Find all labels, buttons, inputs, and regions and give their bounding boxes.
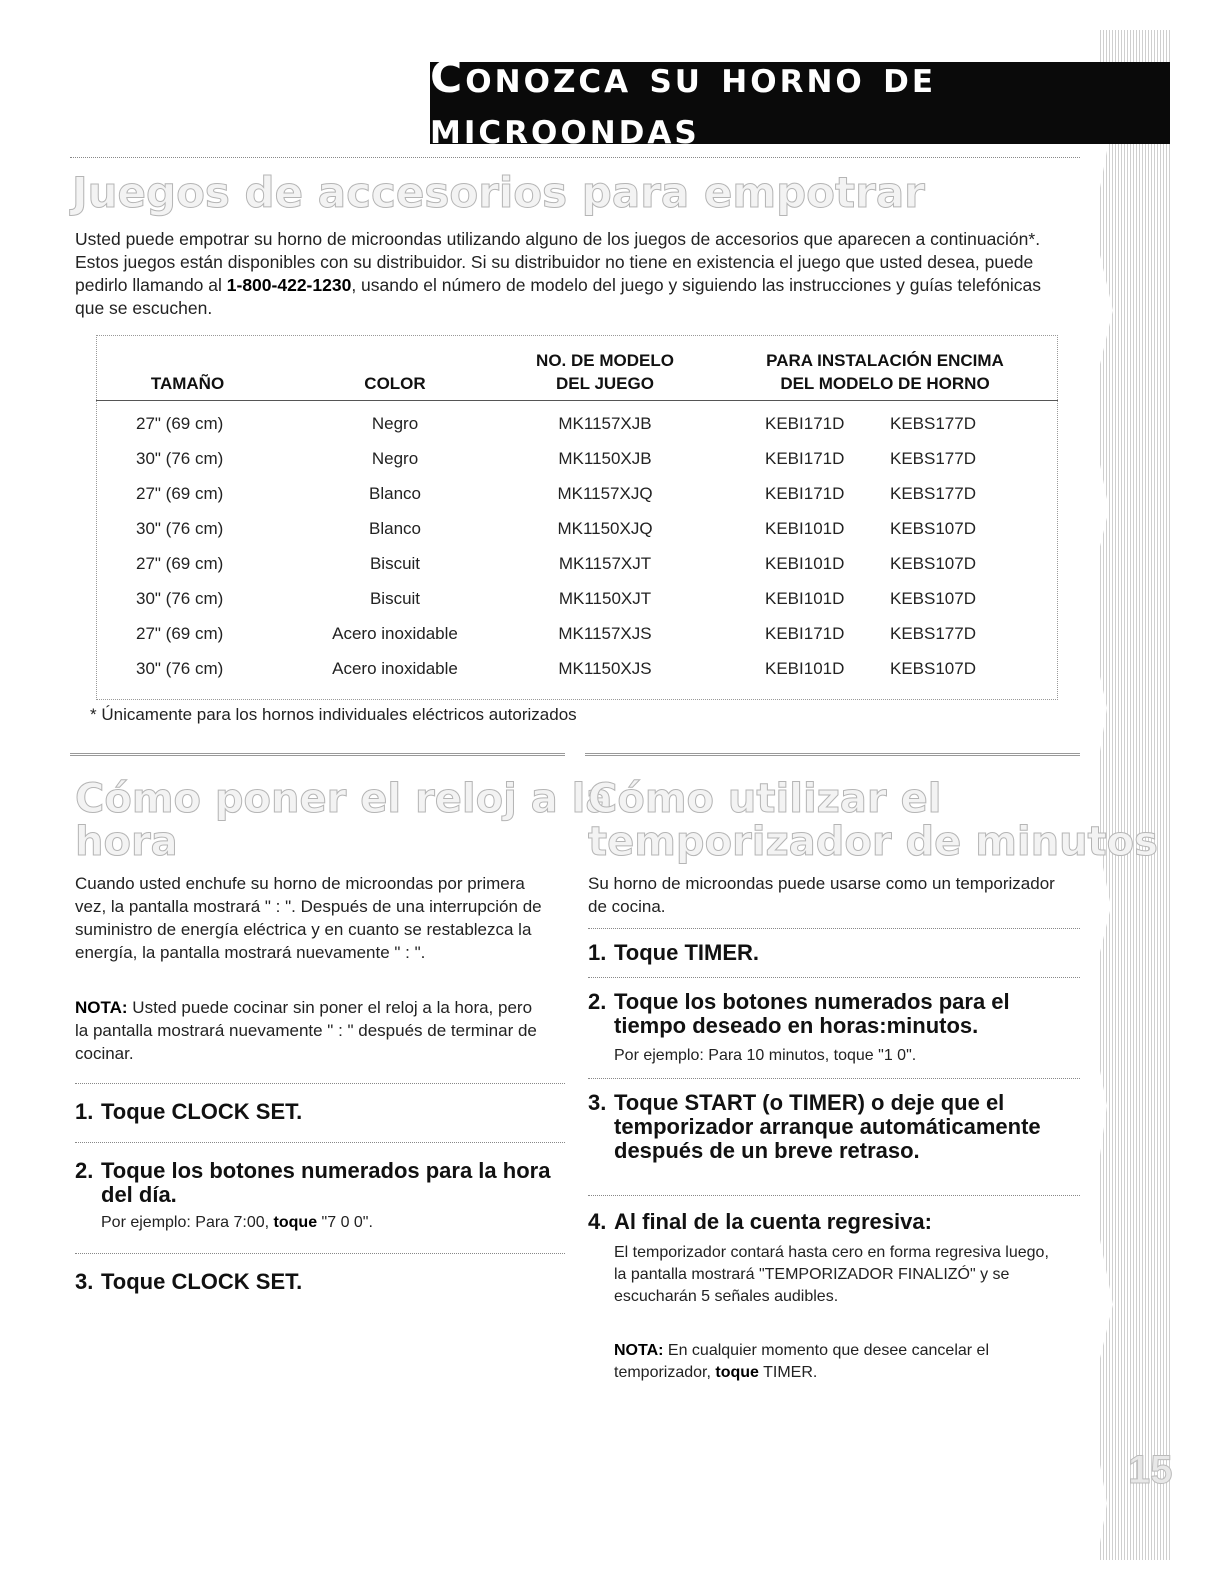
table-cell-size: 27" (69 cm)	[136, 484, 224, 503]
table-cell-oven1: KEBI101D	[765, 519, 845, 538]
table-cell-size: 30" (76 cm)	[136, 659, 224, 678]
kits-section-title: Juegos de accesorios para empotrar	[72, 168, 925, 217]
table-cell-color: Acero inoxidable	[332, 624, 458, 643]
table-header-rule	[96, 400, 1058, 401]
table-cell-model: MK1150XJT	[558, 589, 652, 608]
divider	[70, 157, 1080, 158]
banner-title: Conozca su horno de microondas	[430, 52, 936, 154]
table-cell-color: Biscuit	[369, 554, 421, 573]
table-cell-model: MK1157XJS	[558, 624, 652, 643]
clock-step-2: 2. Toque los botones numerados para la hora del día.	[75, 1158, 551, 1207]
timer-step-2-example: Por ejemplo: Para 10 minutos, toque "1 0".	[614, 1047, 917, 1064]
timer-step-4: 4. Al final de la cuenta regresiva:	[588, 1209, 932, 1234]
table-cell-size: 30" (76 cm)	[136, 589, 224, 608]
col-header-install-l1: PARA INSTALACIÓN ENCIMA	[766, 351, 1004, 370]
table-cell-size: 30" (76 cm)	[136, 519, 224, 538]
divider	[588, 1195, 1080, 1196]
table-cell-oven1: KEBI171D	[765, 484, 845, 503]
timer-step-4-text: El temporizador contará hasta cero en forma regresiva luego, la pantalla mostrará "TEMPORIZADOR FINALIZÓ" y se escucharán 5 señales audibles.	[614, 1244, 1049, 1305]
table-cell-model: MK1150XJB	[558, 449, 652, 468]
clock-intro: Cuando usted enchufe su horno de microondas por primera vez, la pantalla mostrará " : ". Después de una interrupción de suministro de energía eléctrica y en cuanto se restablezca la energía, la pantalla mostrará nuevamente " : ".	[75, 874, 542, 962]
col-header-install-l2: DEL MODELO DE HORNO	[780, 374, 990, 393]
phone-number: 1-800-422-1230	[226, 275, 352, 295]
table-cell-color: Blanco	[369, 519, 421, 538]
col-header-model-l1: NO. DE MODELO	[536, 351, 674, 370]
timer-note: NOTA: En cualquier momento que desee cancelar el temporizador, toque TIMER.	[614, 1342, 989, 1381]
clock-step-1: 1. Toque CLOCK SET.	[75, 1099, 303, 1124]
table-cell-size: 30" (76 cm)	[136, 449, 224, 468]
col-header-model-l2: DEL JUEGO	[556, 374, 654, 393]
table-cell-oven2: KEBS177D	[890, 414, 976, 433]
table-cell-oven2: KEBS107D	[890, 554, 976, 573]
divider	[588, 977, 1080, 978]
clock-step-3: 3. Toque CLOCK SET.	[75, 1269, 303, 1294]
divider	[75, 1253, 565, 1254]
table-cell-oven1: KEBI171D	[765, 449, 845, 468]
table-cell-color: Negro	[371, 449, 419, 468]
table-cell-model: MK1150XJQ	[557, 519, 653, 538]
col-header-color: COLOR	[364, 374, 426, 393]
table-cell-size: 27" (69 cm)	[136, 554, 224, 573]
table-cell-oven2: KEBS107D	[890, 519, 976, 538]
table-cell-color: Negro	[371, 414, 419, 433]
clock-step-2-example: Por ejemplo: Para 7:00, toque "7 0 0".	[101, 1214, 373, 1231]
table-cell-color: Blanco	[369, 484, 421, 503]
table-cell-size: 27" (69 cm)	[136, 414, 224, 433]
timer-step-3: 3. Toque START (o TIMER) o deje que el temporizador arranque automáticamente después de un breve retraso.	[588, 1090, 1041, 1163]
timer-step-1: 1. Toque TIMER.	[588, 940, 760, 965]
table-cell-color: Biscuit	[369, 589, 421, 608]
table-cell-model: MK1157XJT	[558, 554, 652, 573]
table-cell-oven2: KEBS177D	[890, 449, 976, 468]
table-cell-model: MK1157XJQ	[557, 484, 653, 503]
kits-intro: Usted puede empotrar su horno de microondas utilizando alguno de los juegos de accesorios que aparecen a continuación*. Estos juegos están disponibles con su distribuidor. Si su distribuidor no tiene en existencia el juego que usted desea, puede pedirlo llamando al 1-800-422-1230, usando el número de modelo del juego y siguiendo las instrucciones y guías telefónicas que se escuchen.	[75, 229, 1042, 318]
table-cell-oven1: KEBI101D	[765, 589, 845, 608]
table-cell-oven2: KEBS107D	[890, 659, 976, 678]
table-cell-oven1: KEBI171D	[765, 414, 845, 433]
divider	[75, 1083, 565, 1084]
table-cell-oven2: KEBS177D	[890, 484, 976, 503]
timer-step-2: 2. Toque los botones numerados para el tiempo deseado en horas:minutos.	[588, 989, 1010, 1038]
page-number: 15	[1128, 1448, 1173, 1492]
table-cell-oven1: KEBI101D	[765, 554, 845, 573]
col-header-size: TAMAÑO	[150, 374, 225, 393]
clock-section-title: Cómo poner el reloj a la hora	[75, 776, 613, 866]
timer-intro: Su horno de microondas puede usarse como un temporizador de cocina.	[588, 874, 1055, 916]
kits-footnote: * Únicamente para los hornos individuales eléctricos autorizados	[90, 705, 577, 724]
page-banner	[430, 52, 1170, 154]
table-cell-oven2: KEBS107D	[890, 589, 976, 608]
table-cell-oven2: KEBS177D	[890, 624, 976, 643]
table-cell-color: Acero inoxidable	[332, 659, 458, 678]
timer-section-title: Cómo utilizar el temporizador de minutos	[588, 776, 1158, 866]
divider	[588, 928, 1080, 929]
table-cell-oven1: KEBI171D	[765, 624, 845, 643]
divider	[70, 753, 565, 756]
table-cell-oven1: KEBI101D	[765, 659, 845, 678]
divider	[585, 753, 1080, 756]
table-cell-model: MK1157XJB	[558, 414, 652, 433]
table-cell-model: MK1150XJS	[558, 659, 652, 678]
divider	[75, 1142, 565, 1143]
clock-note: NOTA: Usted puede cocinar sin poner el reloj a la hora, pero la pantalla mostrará nuevamente " : " después de terminar de cocinar.	[75, 998, 537, 1063]
divider	[588, 1078, 1080, 1079]
table-cell-size: 27" (69 cm)	[136, 624, 224, 643]
